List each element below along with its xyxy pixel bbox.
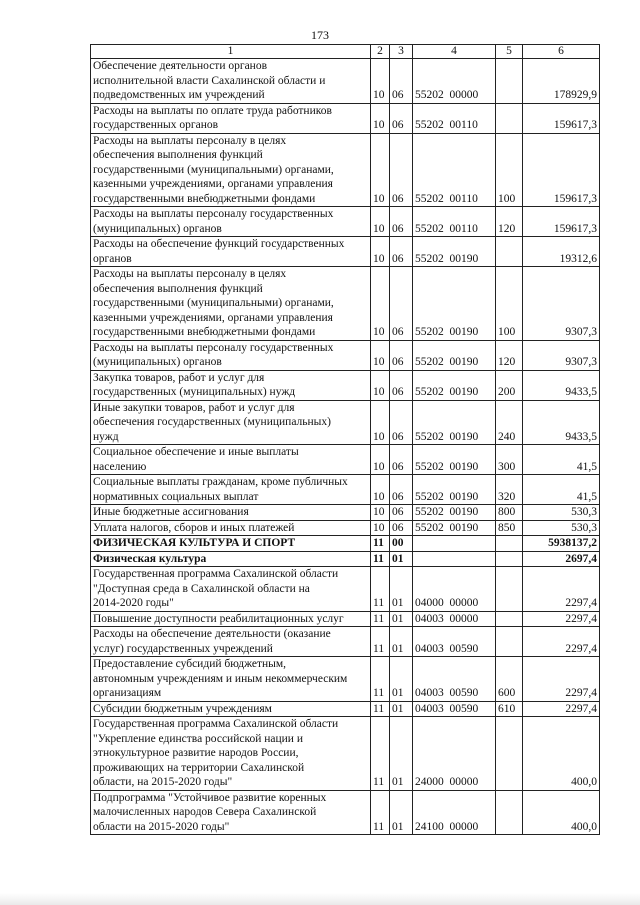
row-subsection: 01 bbox=[390, 790, 413, 835]
row-subsection: 01 bbox=[390, 567, 413, 612]
row-target-code: 24000 00000 bbox=[413, 717, 496, 791]
row-target-code: 55202 00190 bbox=[413, 475, 496, 505]
row-expense-type: 850 bbox=[496, 520, 523, 536]
row-target-code: 55202 00190 bbox=[413, 370, 496, 400]
row-subsection: 06 bbox=[390, 520, 413, 536]
row-amount: 9307,3 bbox=[523, 340, 600, 370]
row-amount: 159617,3 bbox=[523, 207, 600, 237]
row-expense-type bbox=[496, 551, 523, 567]
row-subsection: 01 bbox=[390, 717, 413, 791]
row-expense-type bbox=[496, 790, 523, 835]
row-section: 10 bbox=[371, 520, 390, 536]
row-amount: 178929,9 bbox=[523, 59, 600, 104]
row-subsection: 06 bbox=[390, 207, 413, 237]
row-amount: 19312,6 bbox=[523, 237, 600, 267]
header-row bbox=[91, 45, 600, 59]
row-amount: 2697,4 bbox=[523, 551, 600, 567]
row-subsection: 01 bbox=[390, 551, 413, 567]
row-expense-type bbox=[496, 103, 523, 133]
table-row bbox=[91, 400, 600, 445]
row-target-code: 55202 00110 bbox=[413, 103, 496, 133]
row-section: 10 bbox=[371, 237, 390, 267]
table-row bbox=[91, 207, 600, 237]
row-section: 11 bbox=[371, 627, 390, 657]
row-section: 11 bbox=[371, 790, 390, 835]
row-amount: 2297,4 bbox=[523, 627, 600, 657]
row-amount: 530,3 bbox=[523, 505, 600, 521]
table-row bbox=[91, 237, 600, 267]
row-section: 11 bbox=[371, 701, 390, 717]
header-col-2: 2 bbox=[371, 45, 390, 59]
header-col-4: 4 bbox=[413, 45, 496, 59]
row-amount: 9433,5 bbox=[523, 370, 600, 400]
row-section: 11 bbox=[371, 657, 390, 702]
row-name: Социальные выплаты гражданам, кроме публичных нормативных социальных выплат bbox=[91, 475, 371, 505]
row-expense-type: 800 bbox=[496, 505, 523, 521]
row-amount: 41,5 bbox=[523, 445, 600, 475]
row-amount: 159617,3 bbox=[523, 103, 600, 133]
row-subsection: 06 bbox=[390, 340, 413, 370]
row-target-code: 04003 00590 bbox=[413, 657, 496, 702]
row-target-code bbox=[413, 536, 496, 552]
row-amount: 9433,5 bbox=[523, 400, 600, 445]
row-subsection: 06 bbox=[390, 59, 413, 104]
row-amount: 530,3 bbox=[523, 520, 600, 536]
table-row bbox=[91, 611, 600, 627]
table-body bbox=[91, 59, 600, 835]
row-expense-type: 600 bbox=[496, 657, 523, 702]
row-subsection: 01 bbox=[390, 611, 413, 627]
row-amount: 2297,4 bbox=[523, 657, 600, 702]
row-section: 11 bbox=[371, 536, 390, 552]
table-row bbox=[91, 627, 600, 657]
row-name: Повышение доступности реабилитационных услуг bbox=[91, 611, 371, 627]
row-expense-type bbox=[496, 611, 523, 627]
row-name: Социальное обеспечение и иные выплаты населению bbox=[91, 445, 371, 475]
row-name: Расходы на выплаты персоналу государственных (муниципальных) органов bbox=[91, 207, 371, 237]
row-target-code: 04003 00590 bbox=[413, 627, 496, 657]
row-name: Подпрограмма "Устойчивое развитие коренных малочисленных народов Севера Сахалинской области на 2015-2020 годы" bbox=[91, 790, 371, 835]
table-row bbox=[91, 790, 600, 835]
row-name: Закупка товаров, работ и услуг для государственных (муниципальных) нужд bbox=[91, 370, 371, 400]
row-name: Государственная программа Сахалинской области "Укрепление единства российской нации и этнокультурное развитие народов России, проживающих на территории Сахалинской области, на 2015-2020 годы" bbox=[91, 717, 371, 791]
row-expense-type bbox=[496, 717, 523, 791]
row-expense-type: 240 bbox=[496, 400, 523, 445]
row-subsection: 06 bbox=[390, 103, 413, 133]
row-name: Расходы на выплаты персоналу государственных (муниципальных) органов bbox=[91, 340, 371, 370]
row-subsection: 01 bbox=[390, 627, 413, 657]
row-section: 10 bbox=[371, 267, 390, 341]
row-name: Расходы на выплаты персоналу в целях обеспечения выполнения функций государственными (муниципальными) органами, казенными учреждениями, органами управления государственными внебюджетными фондами bbox=[91, 267, 371, 341]
row-expense-type bbox=[496, 237, 523, 267]
row-name: ФИЗИЧЕСКАЯ КУЛЬТУРА И СПОРТ bbox=[91, 536, 371, 552]
row-target-code: 55202 00190 bbox=[413, 267, 496, 341]
row-section: 10 bbox=[371, 133, 390, 207]
row-expense-type bbox=[496, 59, 523, 104]
row-subsection: 01 bbox=[390, 657, 413, 702]
row-target-code bbox=[413, 551, 496, 567]
row-name: Расходы на обеспечение функций государственных органов bbox=[91, 237, 371, 267]
table-row bbox=[91, 59, 600, 104]
row-target-code: 55202 00190 bbox=[413, 400, 496, 445]
header-col-5: 5 bbox=[496, 45, 523, 59]
row-target-code: 55202 00190 bbox=[413, 445, 496, 475]
row-section: 10 bbox=[371, 475, 390, 505]
row-expense-type bbox=[496, 536, 523, 552]
row-target-code: 55202 00190 bbox=[413, 340, 496, 370]
table-row bbox=[91, 340, 600, 370]
row-name: Субсидии бюджетным учреждениям bbox=[91, 701, 371, 717]
row-amount: 2297,4 bbox=[523, 701, 600, 717]
row-target-code: 04003 00000 bbox=[413, 611, 496, 627]
row-amount: 400,0 bbox=[523, 790, 600, 835]
table-row bbox=[91, 701, 600, 717]
row-subsection: 06 bbox=[390, 133, 413, 207]
row-target-code: 55202 00190 bbox=[413, 237, 496, 267]
scan-edge-shadow bbox=[0, 893, 640, 905]
row-expense-type: 320 bbox=[496, 475, 523, 505]
row-name: Расходы на выплаты персоналу в целях обеспечения выполнения функций государственными (муниципальными) органами, казенными учреждениями, органами управления государственными внебюджетными фондами bbox=[91, 133, 371, 207]
table-row bbox=[91, 133, 600, 207]
row-subsection: 01 bbox=[390, 701, 413, 717]
row-expense-type: 300 bbox=[496, 445, 523, 475]
row-target-code: 04000 00000 bbox=[413, 567, 496, 612]
row-expense-type: 610 bbox=[496, 701, 523, 717]
row-target-code: 04003 00590 bbox=[413, 701, 496, 717]
row-section: 10 bbox=[371, 445, 390, 475]
page-number: 173 bbox=[311, 28, 329, 42]
row-expense-type: 100 bbox=[496, 267, 523, 341]
row-amount: 400,0 bbox=[523, 717, 600, 791]
table-row bbox=[91, 505, 600, 521]
row-section: 11 bbox=[371, 611, 390, 627]
table-row bbox=[91, 103, 600, 133]
row-name: Государственная программа Сахалинской области "Доступная среда в Сахалинской области на 2014-2020 годы" bbox=[91, 567, 371, 612]
row-section: 10 bbox=[371, 400, 390, 445]
table-row bbox=[91, 520, 600, 536]
row-name: Обеспечение деятельности органов исполнительной власти Сахалинской области и подведомственных им учреждений bbox=[91, 59, 371, 104]
row-subsection: 06 bbox=[390, 237, 413, 267]
row-name: Иные закупки товаров, работ и услуг для обеспечения государственных (муниципальных) нужд bbox=[91, 400, 371, 445]
header-col-3: 3 bbox=[390, 45, 413, 59]
row-name: Расходы на выплаты по оплате труда работников государственных органов bbox=[91, 103, 371, 133]
row-subsection: 06 bbox=[390, 400, 413, 445]
row-expense-type: 200 bbox=[496, 370, 523, 400]
row-section: 10 bbox=[371, 505, 390, 521]
row-name: Уплата налогов, сборов и иных платежей bbox=[91, 520, 371, 536]
row-section: 10 bbox=[371, 103, 390, 133]
row-name: Иные бюджетные ассигнования bbox=[91, 505, 371, 521]
row-subsection: 06 bbox=[390, 505, 413, 521]
row-subsection: 06 bbox=[390, 475, 413, 505]
header-col-6: 6 bbox=[523, 45, 600, 59]
row-expense-type: 120 bbox=[496, 340, 523, 370]
row-section: 10 bbox=[371, 59, 390, 104]
table-row bbox=[91, 370, 600, 400]
row-name: Предоставление субсидий бюджетным, автономным учреждениям и иным некоммерческим организациям bbox=[91, 657, 371, 702]
row-name: Физическая культура bbox=[91, 551, 371, 567]
row-amount: 2297,4 bbox=[523, 611, 600, 627]
row-subsection: 06 bbox=[390, 445, 413, 475]
row-section: 11 bbox=[371, 717, 390, 791]
row-subsection: 06 bbox=[390, 267, 413, 341]
row-amount: 5938137,2 bbox=[523, 536, 600, 552]
table-row bbox=[91, 717, 600, 791]
row-target-code: 55202 00190 bbox=[413, 505, 496, 521]
table-row bbox=[91, 551, 600, 567]
row-expense-type bbox=[496, 627, 523, 657]
table-row bbox=[91, 567, 600, 612]
table-row bbox=[91, 475, 600, 505]
row-expense-type bbox=[496, 567, 523, 612]
row-expense-type: 100 bbox=[496, 133, 523, 207]
table-row bbox=[91, 657, 600, 702]
row-amount: 41,5 bbox=[523, 475, 600, 505]
row-amount: 159617,3 bbox=[523, 133, 600, 207]
budget-table bbox=[90, 44, 600, 835]
row-amount: 9307,3 bbox=[523, 267, 600, 341]
row-expense-type: 120 bbox=[496, 207, 523, 237]
row-target-code: 55202 00110 bbox=[413, 207, 496, 237]
row-section: 11 bbox=[371, 551, 390, 567]
row-subsection: 06 bbox=[390, 370, 413, 400]
row-section: 11 bbox=[371, 567, 390, 612]
row-name: Расходы на обеспечение деятельности (оказание услуг) государственных учреждений bbox=[91, 627, 371, 657]
row-section: 10 bbox=[371, 340, 390, 370]
header-col-1: 1 bbox=[91, 45, 371, 59]
table-row bbox=[91, 267, 600, 341]
row-subsection: 00 bbox=[390, 536, 413, 552]
row-section: 10 bbox=[371, 207, 390, 237]
row-target-code: 55202 00110 bbox=[413, 133, 496, 207]
table-row bbox=[91, 536, 600, 552]
row-amount: 2297,4 bbox=[523, 567, 600, 612]
row-target-code: 55202 00190 bbox=[413, 520, 496, 536]
row-target-code: 55202 00000 bbox=[413, 59, 496, 104]
table-row bbox=[91, 445, 600, 475]
row-section: 10 bbox=[371, 370, 390, 400]
row-target-code: 24100 00000 bbox=[413, 790, 496, 835]
